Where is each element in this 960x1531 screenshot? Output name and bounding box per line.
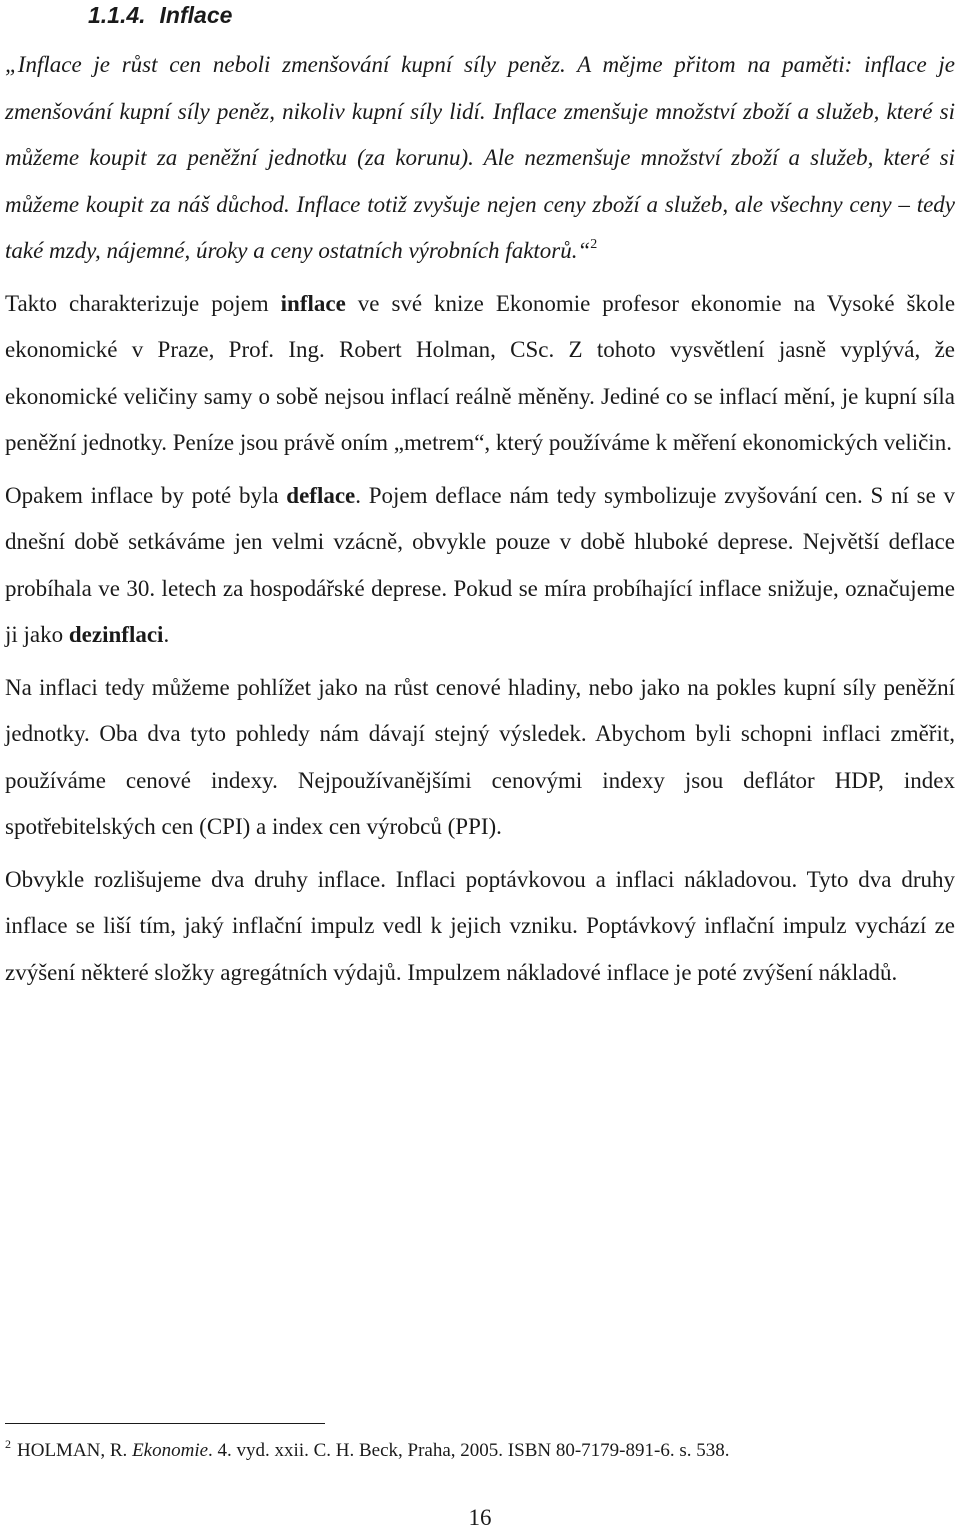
section-heading bbox=[88, 0, 232, 30]
section-title: Inflace bbox=[159, 2, 233, 28]
paragraph-3: Na inflaci tedy můžeme pohlížet jako na růst cenové hladiny, nebo jako na pokles kupní síly peněžní jednotky. Oba dva tyto pohledy nám dávají stejný výsledek. Abychom byli schopni inflaci změřit, používáme cenové indexy. Nejpoužívanějšími cenovými indexy jsou deflátor HDP, index spotřebitelských cen (CPI) a index cen výrobců (PPI). bbox=[5, 674, 955, 839]
section-number: 1.1.4. bbox=[88, 2, 146, 28]
paragraph-1-text-start: Takto charakterizuje pojem bbox=[5, 290, 269, 316]
quote-text: „Inflace je růst cen neboli zmenšování kupní síly peněz. A mějme přitom na paměti: inflace je zmenšování kupní síly peněz, nikoliv kupní síly lidí. Inflace zmenšuje množství zboží a služeb, které si můžeme koupit za peněžní jednotku (za korunu). Ale nezmenšuje množství zboží a služeb, které si můžeme koupit za náš důchod. Inflace totiž zvyšuje nejen ceny zboží a služeb, ale všechny ceny – tedy také mzdy, nájemné, úroky a ceny ostatních výrobních faktorů.“ bbox=[5, 52, 955, 263]
quote-paragraph bbox=[5, 42, 955, 275]
footnote-number: 2 bbox=[5, 1437, 11, 1451]
paragraph-2 bbox=[5, 473, 955, 659]
term-deflace: deflace bbox=[286, 482, 356, 508]
paragraph-4: Obvykle rozlišujeme dva druhy inflace. Inflaci poptávkovou a inflaci nákladovou. Tyto dva druhy inflace se liší tím, jaký inflační impulz vedl k jejich vzniku. Poptávkový inflační impulz vychází ze zvýšení některé složky agregátních výdajů. Impulzem nákladové inflace je poté zvýšení nákladů. bbox=[5, 866, 955, 985]
footnote bbox=[5, 1436, 955, 1466]
footnote-author: HOLMAN, R. bbox=[17, 1440, 128, 1461]
paragraph-1-text-end: ve své knize Ekonomie profesor ekonomie na Vysoké škole ekonomické v Praze, Prof. Ing. Robert Holman, CSc. Z tohoto vysvětlení jasně vyplývá, že ekonomické veličiny samy o sobě nejsou inflací reálně měněny. Jediné co se inflací mění, je kupní síla peněžní jednotky. Peníze jsou právě oním „metrem“, který používáme k měření ekonomických veličin. bbox=[5, 290, 956, 455]
page-number: 16 bbox=[468, 1505, 492, 1530]
term-inflace: inflace bbox=[280, 290, 346, 316]
paragraph-1 bbox=[5, 281, 955, 467]
paragraph-2-text-end: . bbox=[163, 622, 170, 647]
paragraph-2-text-middle: . Pojem deflace nám tedy symbolizuje zvyšování cen. S ní se v dnešní době setkáváme jen velmi vzácně, obvykle pouze v době hluboké deprese. Největší deflace probíhala ve 30. letech za hospodářské deprese. Pokud se míra probíhající inflace snižuje, označujeme ji jako bbox=[5, 482, 955, 647]
body-text bbox=[5, 42, 955, 996]
footnote-book-title: Ekonomie bbox=[132, 1440, 209, 1461]
paragraph-2-text-start: Opakem inflace by poté byla bbox=[5, 482, 279, 508]
term-dezinflace: dezinflaci bbox=[68, 622, 164, 647]
footnote-reference: 2 bbox=[590, 237, 598, 252]
footnote-divider bbox=[5, 1423, 325, 1424]
footnote-details: . 4. vyd. xxii. C. H. Beck, Praha, 2005. ISBN 80-7179-891-6. s. 538. bbox=[208, 1440, 730, 1461]
